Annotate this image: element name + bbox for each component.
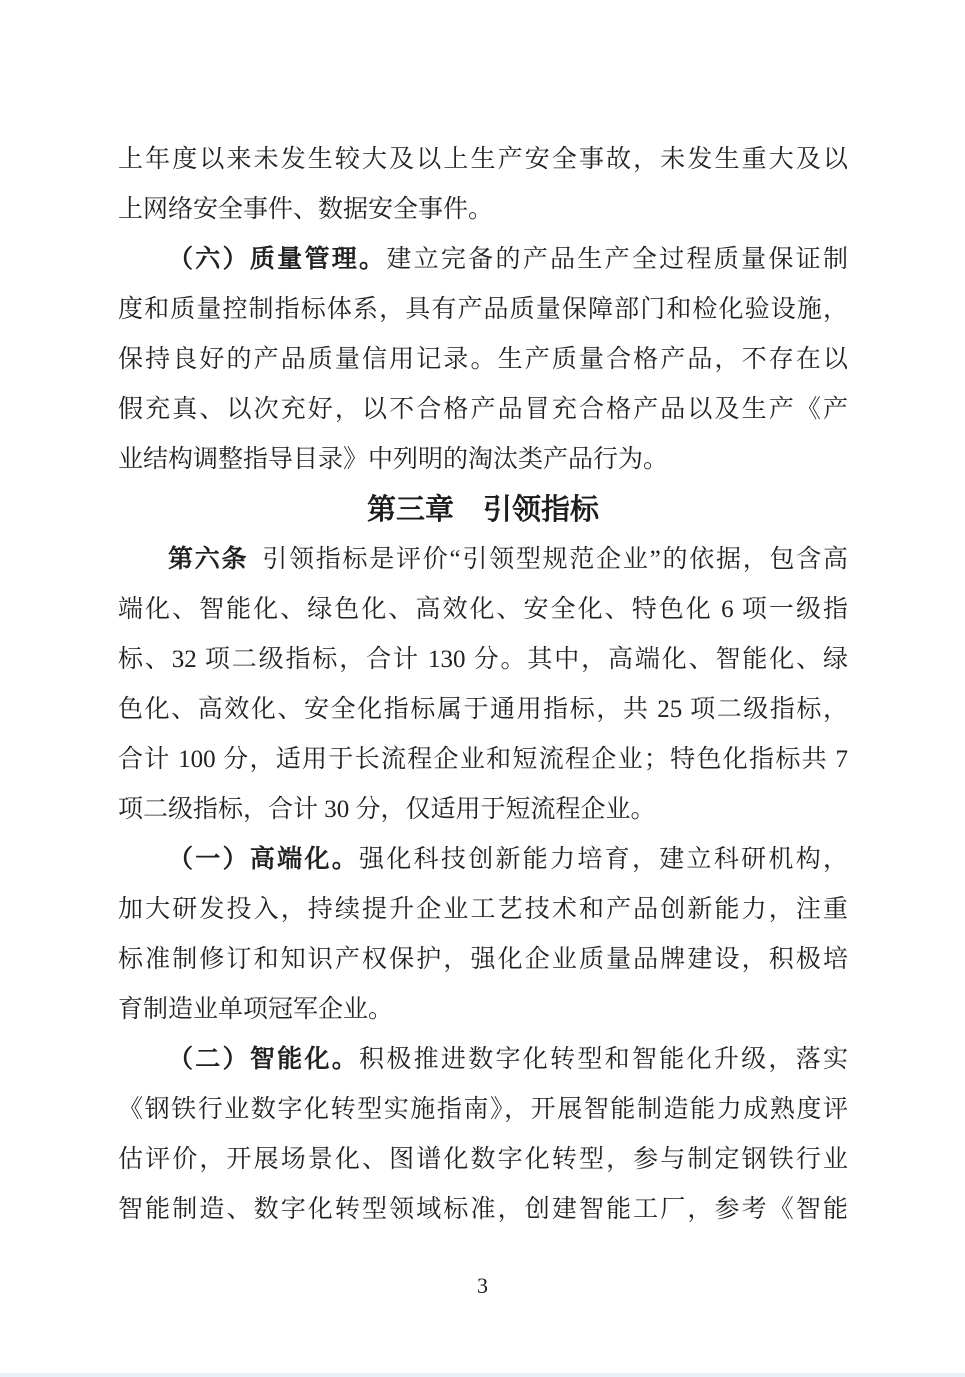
text-run: 积极推进数字化转型和智能化升级，落实 [359, 1046, 848, 1073]
paragraph [118, 135, 848, 235]
text-line: 业结构调整指导目录》中列明的淘汰类产品行为。 [118, 446, 669, 473]
text-line: 育制造业单项冠军企业。 [118, 996, 394, 1023]
article-label: 第六条 [168, 546, 249, 573]
text-line: 度和质量控制指标体系，具有产品质量保障部门和检化验设施， [118, 296, 848, 323]
paragraph [118, 1035, 848, 1235]
section-label: （六）质量管理。 [168, 246, 387, 273]
page-bottom-edge [0, 1373, 965, 1377]
paragraph [118, 235, 848, 485]
paragraph [118, 535, 848, 835]
text-line: 《钢铁行业数字化转型实施指南》，开展智能制造能力成熟度评 [118, 1096, 848, 1123]
text-run: 引领指标是评价“引领型规范企业”的依据，包含高 [262, 546, 848, 573]
section-label: （二）智能化。 [168, 1046, 360, 1073]
text-run: 建立完备的产品生产全过程质量保证制 [386, 246, 848, 273]
text-line: 标准制修订和知识产权保护，强化企业质量品牌建设，积极培 [118, 946, 848, 973]
document-text-block [118, 135, 848, 1235]
chapter-heading: 第三章 引领指标 [366, 494, 599, 526]
text-line [118, 535, 848, 585]
text-line: 加大研发投入，持续提升企业工艺技术和产品创新能力，注重 [118, 896, 848, 923]
text-line [118, 835, 848, 885]
text-line: 标、32 项二级指标，合计 130 分。其中，高端化、智能化、绿 [118, 646, 848, 673]
text-line: 上网络安全事件、数据安全事件。 [118, 196, 494, 223]
text-line: 项二级指标，合计 30 分，仅适用于短流程企业。 [118, 796, 656, 823]
text-line: 估评价，开展场景化、图谱化数字化转型，参与制定钢铁行业 [118, 1146, 848, 1173]
section-label: （一）高端化。 [168, 846, 360, 873]
text-line: 保持良好的产品质量信用记录。生产质量合格产品，不存在以 [118, 346, 848, 373]
text-line: 假充真、以次充好，以不合格产品冒充合格产品以及生产《产 [118, 396, 848, 423]
text-line: 智能制造、数字化转型领域标准，创建智能工厂，参考《智能 [118, 1196, 848, 1223]
paragraph [118, 835, 848, 1035]
text-line: 合计 100 分，适用于长流程企业和短流程企业；特色化指标共 7 [118, 746, 848, 773]
text-line: 端化、智能化、绿色化、高效化、安全化、特色化 6 项一级指 [118, 596, 848, 623]
page-number: 3 [477, 1273, 488, 1298]
text-line: 色化、高效化、安全化指标属于通用指标，共 25 项二级指标， [118, 696, 848, 723]
text-line [118, 235, 848, 285]
text-line: 上年度以来未发生较大及以上生产安全事故，未发生重大及以 [118, 146, 848, 173]
text-run: 强化科技创新能力培育，建立科研机构， [359, 846, 848, 873]
text-line [118, 1035, 848, 1085]
